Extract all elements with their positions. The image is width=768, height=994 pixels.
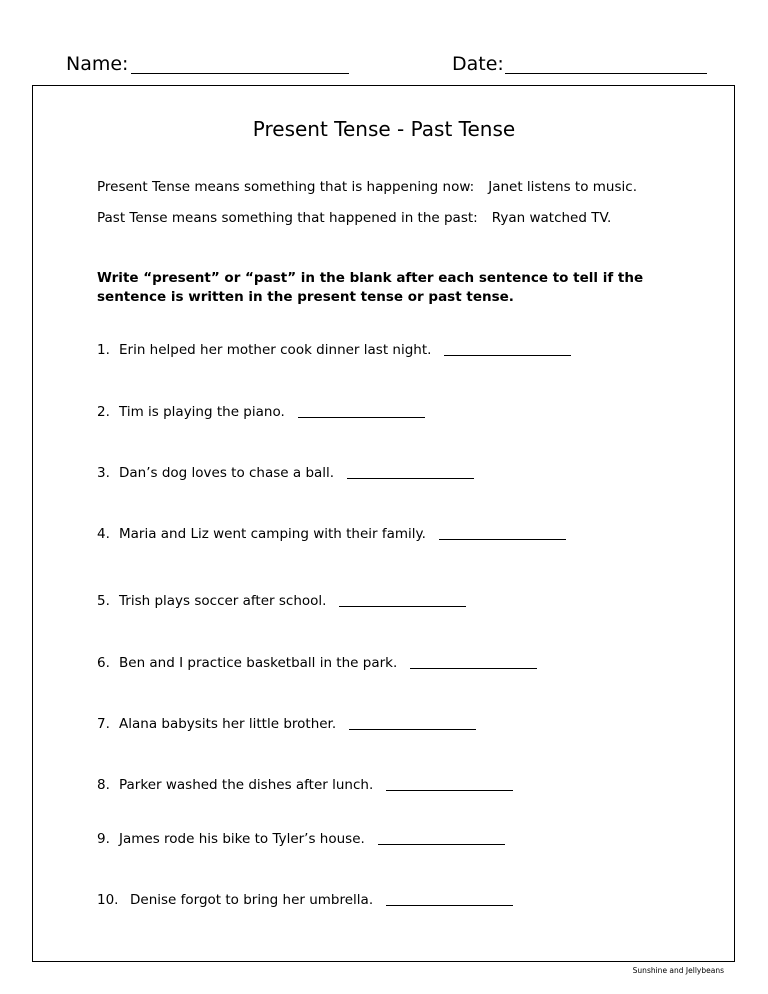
question-number: 10. bbox=[97, 892, 119, 908]
question-text: Maria and Liz went camping with their family. bbox=[119, 526, 426, 542]
question-7 bbox=[97, 715, 476, 733]
question-text: Trish plays soccer after school. bbox=[119, 593, 327, 609]
answer-blank[interactable] bbox=[386, 904, 513, 906]
question-5 bbox=[97, 592, 466, 610]
question-number: 1. bbox=[97, 342, 110, 358]
definition-text: Present Tense means something that is happening now: bbox=[97, 179, 475, 195]
definition-text: Past Tense means something that happened in the past: bbox=[97, 210, 478, 226]
question-4 bbox=[97, 525, 566, 543]
footer-credit: Sunshine and Jellybeans bbox=[632, 966, 724, 975]
question-number: 5. bbox=[97, 593, 110, 609]
worksheet-title: Present Tense - Past Tense bbox=[252, 117, 516, 141]
answer-blank[interactable] bbox=[410, 667, 537, 669]
question-number: 6. bbox=[97, 655, 110, 671]
question-number: 4. bbox=[97, 526, 110, 542]
question-text: Erin helped her mother cook dinner last night. bbox=[119, 342, 432, 358]
question-text: Parker washed the dishes after lunch. bbox=[119, 777, 374, 793]
question-number: 8. bbox=[97, 777, 110, 793]
definition-example: Janet listens to music. bbox=[488, 179, 637, 195]
answer-blank[interactable] bbox=[347, 477, 474, 479]
date-blank[interactable] bbox=[505, 73, 707, 74]
question-1 bbox=[97, 341, 571, 359]
question-9 bbox=[97, 830, 505, 848]
question-text: Tim is playing the piano. bbox=[119, 404, 285, 420]
answer-blank[interactable] bbox=[298, 416, 425, 418]
name-blank[interactable] bbox=[131, 73, 349, 74]
question-text: Dan’s dog loves to chase a ball. bbox=[119, 465, 335, 481]
definition-present bbox=[97, 178, 637, 196]
question-number: 9. bbox=[97, 831, 110, 847]
question-text: Alana babysits her little brother. bbox=[119, 716, 337, 732]
definition-example: Ryan watched TV. bbox=[491, 210, 612, 226]
answer-blank[interactable] bbox=[339, 605, 466, 607]
answer-blank[interactable] bbox=[439, 538, 566, 540]
question-10 bbox=[97, 891, 513, 909]
answer-blank[interactable] bbox=[378, 843, 505, 845]
question-3 bbox=[97, 464, 474, 482]
question-number: 3. bbox=[97, 465, 110, 481]
answer-blank[interactable] bbox=[386, 789, 513, 791]
answer-blank[interactable] bbox=[444, 354, 571, 356]
question-2 bbox=[97, 403, 425, 421]
question-text: James rode his bike to Tyler’s house. bbox=[119, 831, 365, 847]
instructions: Write “present” or “past” in the blank after each sentence to tell if the sentence is written in the present tense or past tense. bbox=[97, 270, 644, 305]
question-number: 2. bbox=[97, 404, 110, 420]
name-label: Name: bbox=[66, 53, 129, 75]
question-number: 7. bbox=[97, 716, 110, 732]
question-8 bbox=[97, 776, 513, 794]
date-label: Date: bbox=[452, 53, 504, 75]
definition-past bbox=[97, 209, 611, 227]
answer-blank[interactable] bbox=[349, 728, 476, 730]
question-text: Ben and I practice basketball in the park. bbox=[119, 655, 398, 671]
question-6 bbox=[97, 654, 537, 672]
question-text: Denise forgot to bring her umbrella. bbox=[130, 892, 374, 908]
